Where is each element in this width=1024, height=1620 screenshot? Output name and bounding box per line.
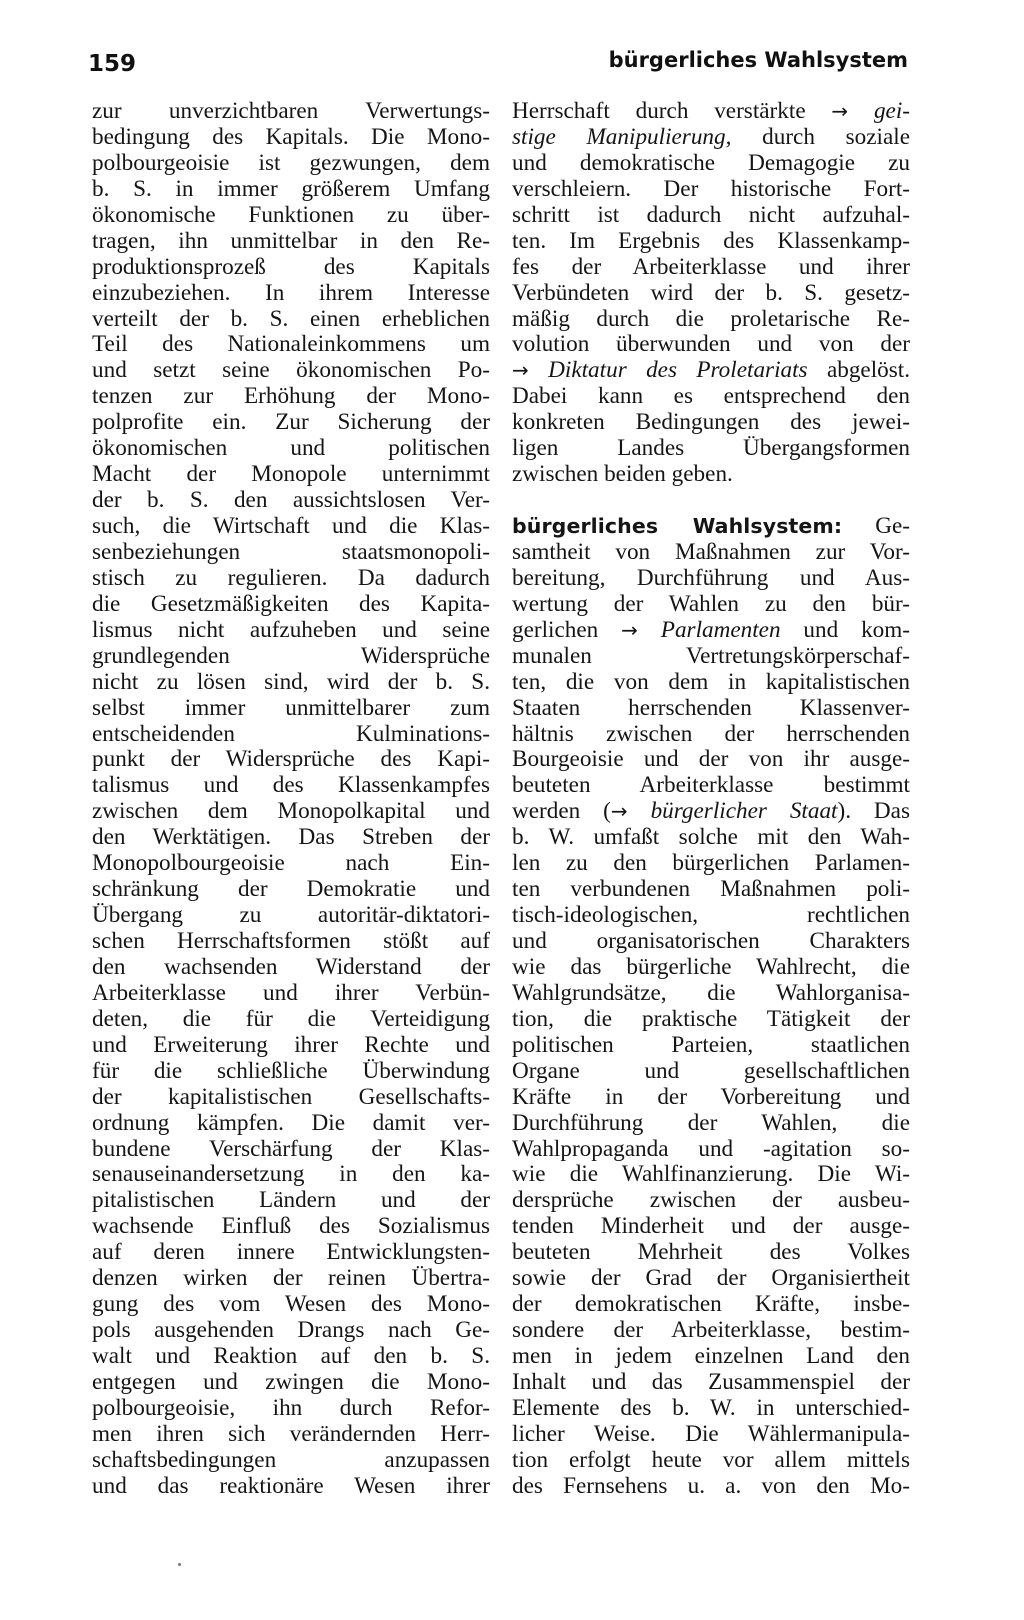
line-text: durch soziale: [731, 123, 910, 150]
text-line: konkreten Bedingungen des jewei-: [512, 409, 910, 436]
page-number: 159: [88, 51, 137, 77]
text-line: Monopolbourgeoisie nach Ein-: [92, 850, 490, 877]
text-line: Macht der Monopole unternimmt: [92, 461, 490, 488]
text-line: wie das bürgerliche Wahlrecht, die: [512, 953, 910, 980]
text-line: polbourgeoisie ist gezwungen, dem: [92, 149, 490, 176]
text-line: Wahlgrundsätze, die Wahlorganisa-: [512, 979, 910, 1006]
text-line: tion erfolgt heute vor allem mittels: [512, 1446, 910, 1473]
cross-reference-arrow-icon: →: [831, 99, 849, 123]
cross-reference-link[interactable]: Diktatur des Proletariats: [548, 357, 808, 384]
text-line: tenden Minderheit und der ausge-: [512, 1213, 910, 1240]
text-line: den Werktätigen. Das Streben der: [92, 824, 490, 851]
print-speck: [178, 1563, 181, 1566]
text-line: Verbündeten wird der b. S. gesetz-: [512, 279, 910, 306]
line-text: ). Das: [837, 798, 910, 825]
text-line: [512, 99, 910, 125]
text-line: produktionsprozeß des Kapitals: [92, 253, 490, 280]
text-line: volution überwunden und von der: [512, 331, 910, 358]
text-line: wachsende Einfluß des Sozialismus: [92, 1213, 490, 1240]
text-line: grundlegenden Widersprüche: [92, 642, 490, 669]
text-line: b. W. umfaßt solche mit den Wah-: [512, 824, 910, 851]
text-line: zwischen beiden geben.: [512, 461, 733, 488]
text-line: und demokratische Demagogie zu: [512, 149, 910, 176]
right-column: [512, 99, 910, 1500]
text-line: Elemente des b. W. in unterschied-: [512, 1394, 910, 1421]
text-line: schen Herrschaftsformen stößt auf: [92, 928, 490, 954]
text-line: Übergang zu autoritär-diktatori-: [92, 902, 490, 929]
text-line: beuteten Mehrheit des Volkes: [512, 1239, 910, 1266]
text-line: ten, die von dem in kapitalistischen: [512, 668, 910, 695]
cross-reference-link[interactable]: Parlamenten: [660, 616, 781, 643]
text-line: Organe und gesellschaftlichen: [512, 1057, 910, 1084]
entry-headword-line: [512, 514, 910, 540]
cross-reference-link[interactable]: bürgerlicher Staat: [650, 798, 838, 825]
text-line: des Fernsehens u. a. von den Mo-: [512, 1472, 910, 1499]
text-line: bundene Verschärfung der Klas-: [92, 1135, 490, 1162]
cross-reference-arrow-icon: →: [621, 617, 638, 642]
text-line: samtheit von Maßnahmen zur Vor-: [512, 538, 910, 565]
text-line: pols ausgehenden Drangs nach Ge-: [92, 1317, 490, 1344]
text-line: [512, 125, 910, 151]
text-line: und setzt seine ökonomischen Po-: [92, 357, 490, 384]
text-line: fes der Arbeiterklasse und ihrer: [512, 253, 910, 280]
text-line: der demokratischen Kräfte, insbe-: [512, 1291, 910, 1318]
text-line: schränkung der Demokratie und: [92, 876, 490, 903]
text-line: talismus und des Klassenkampfes: [92, 772, 490, 799]
text-line: senauseinandersetzung in den ka-: [92, 1161, 490, 1188]
text-line: polprofite ein. Zur Sicherung der: [92, 409, 490, 436]
text-line: entgegen und zwingen die Mono-: [92, 1368, 490, 1395]
text-line: ökonomischen und politischen: [92, 435, 490, 462]
text-line: [512, 358, 910, 384]
text-line: ten verbundenen Maßnahmen poli-: [512, 876, 910, 903]
text-line: Teil des Nationaleinkommens um: [92, 331, 490, 358]
text-line: b. S. in immer größerem Umfang: [92, 175, 490, 202]
text-line: verteilt der b. S. einen erheblichen: [92, 305, 490, 332]
text-line: Durchführung der Wahlen, die: [512, 1109, 910, 1136]
text-line: beuteten Arbeiterklasse bestimmt: [512, 772, 910, 799]
text-line: polbourgeoisie, ihn durch Refor-: [92, 1394, 490, 1421]
text-line: Dabei kann es entsprechend den: [512, 383, 910, 410]
text-line: Inhalt und das Zusammenspiel der: [512, 1368, 910, 1395]
text-line: nicht zu lösen sind, wird der b. S.: [92, 668, 490, 695]
text-line: deten, die für die Verteidigung: [92, 1005, 490, 1032]
running-head: bürgerliches Wahlsystem: [608, 48, 908, 72]
text-line: Kräfte in der Vorbereitung und: [512, 1083, 910, 1110]
text-line: für die schließliche Überwindung: [92, 1057, 490, 1084]
text-line: die Gesetzmäßigkeiten des Kapita-: [92, 590, 490, 617]
text-line: dersprüche zwischen der ausbeu-: [512, 1187, 910, 1214]
text-line: mäßig durch die proletarische Re-: [512, 305, 910, 332]
line-text: abgelöst.: [807, 357, 911, 384]
text-line: punkt der Widersprüche des Kapi-: [92, 746, 490, 773]
cross-reference-link[interactable]: stige Manipulierung,: [512, 123, 732, 150]
text-line: Staaten herrschenden Klassenver-: [512, 694, 910, 721]
text-line: ligen Landes Übergangsformen: [512, 435, 910, 462]
text-line: tion, die praktische Tätigkeit der: [512, 1005, 910, 1032]
text-line: ordnung kämpfen. Die damit ver-: [92, 1109, 490, 1136]
text-line: Arbeiterklasse und ihrer Verbün-: [92, 979, 490, 1006]
text-line: bereitung, Durchführung und Aus-: [512, 564, 910, 591]
line-text: Herrschaft durch verstärkte: [512, 98, 806, 124]
line-text: und kom-: [780, 616, 911, 643]
text-line: walt und Reaktion auf den b. S.: [92, 1343, 490, 1369]
text-line: lismus nicht aufzuheben und seine: [92, 616, 490, 643]
text-line: tenzen zur Erhöhung der Mono-: [92, 383, 490, 410]
text-line: stisch zu regulieren. Da dadurch: [92, 564, 490, 591]
text-line: sondere der Arbeiterklasse, bestim-: [512, 1317, 910, 1344]
text-line: gung des vom Wesen des Mono-: [92, 1291, 490, 1318]
text-line: der b. S. den aussichtslosen Ver-: [92, 487, 490, 514]
text-line: hältnis zwischen der herrschenden: [512, 720, 910, 747]
cross-reference-link[interactable]: gei-: [873, 98, 910, 124]
text-line: selbst immer unmittelbarer zum: [92, 694, 490, 721]
text-line: zwischen dem Monopolkapital und: [92, 798, 490, 825]
text-line: Bourgeoisie und der von ihr ausge-: [512, 746, 910, 773]
text-line: den wachsenden Widerstand der: [92, 953, 490, 980]
text-line: schritt ist dadurch nicht aufzuhal-: [512, 201, 910, 228]
text-line: wie die Wahlfinanzierung. Die Wi-: [512, 1161, 910, 1188]
left-column: [92, 99, 490, 1500]
line-text: gerlichen: [512, 616, 622, 643]
text-line: auf deren innere Entwicklungsten-: [92, 1239, 490, 1266]
cross-reference-arrow-icon: →: [512, 358, 529, 383]
text-line: men ihren sich verändernden Herr-: [92, 1420, 490, 1447]
text-line: such, die Wirtschaft und die Klas-: [92, 513, 490, 539]
text-line: men in jedem einzelnen Land den: [512, 1343, 910, 1369]
text-line: zur unverzichtbaren Verwertungs-: [92, 98, 490, 124]
text-line: entscheidenden Kulminations-: [92, 720, 490, 747]
text-line: denzen wirken der reinen Übertra-: [92, 1265, 490, 1292]
text-line: senbeziehungen staatsmonopoli-: [92, 538, 490, 565]
line-text: Ge-: [842, 513, 910, 539]
text-line: und organisatorischen Charakters: [512, 928, 910, 954]
paragraph-gap: [512, 488, 910, 514]
text-line: tragen, ihn unmittelbar in den Re-: [92, 227, 490, 254]
text-line: [512, 618, 910, 644]
entry-headword: bürgerliches Wahlsystem:: [512, 514, 843, 538]
text-line: [512, 799, 910, 825]
text-line: tisch-ideologischen, rechtlichen: [512, 902, 910, 929]
text-line: sowie der Grad der Organisiertheit: [512, 1265, 910, 1292]
text-line: bedingung des Kapitals. Die Mono-: [92, 123, 490, 150]
text-line: pitalistischen Ländern und der: [92, 1187, 490, 1214]
text-line: politischen Parteien, staatlichen: [512, 1031, 910, 1058]
text-line: einzubeziehen. In ihrem Interesse: [92, 279, 490, 306]
text-line: wertung der Wahlen zu den bür-: [512, 590, 910, 617]
text-line: munalen Vertretungskörperschaf-: [512, 642, 910, 669]
text-line: ökonomische Funktionen zu über-: [92, 201, 490, 228]
text-line: schaftsbedingungen anzupassen: [92, 1446, 490, 1473]
text-line: Wahlpropaganda und -agitation so-: [512, 1135, 910, 1162]
text-line: licher Weise. Die Wählermanipula-: [512, 1420, 910, 1447]
text-line: len zu den bürgerlichen Parlamen-: [512, 850, 910, 877]
text-line: ten. Im Ergebnis des Klassenkamp-: [512, 227, 910, 254]
text-line: und das reaktionäre Wesen ihrer: [92, 1472, 490, 1499]
cross-reference-arrow-icon: →: [610, 799, 628, 824]
text-line: und Erweiterung ihrer Rechte und: [92, 1031, 490, 1058]
text-line: der kapitalistischen Gesellschafts-: [92, 1083, 490, 1110]
line-text: werden (: [512, 798, 611, 825]
text-line: verschleiern. Der historische Fort-: [512, 175, 910, 202]
